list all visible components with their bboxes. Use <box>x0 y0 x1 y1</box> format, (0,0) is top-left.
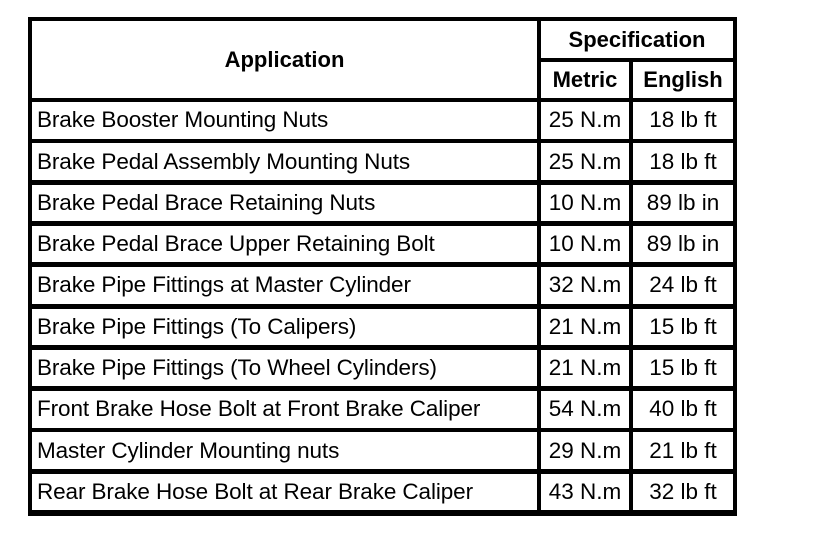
row-application: Rear Brake Hose Bolt at Rear Brake Caliper <box>32 474 537 511</box>
row-metric: 29 N.m <box>541 432 629 469</box>
row-application: Brake Pedal Brace Upper Retaining Bolt <box>32 226 537 263</box>
header-english: English <box>633 62 733 98</box>
row-metric: 21 N.m <box>541 309 629 346</box>
row-application: Brake Pipe Fittings at Master Cylinder <box>32 267 537 304</box>
row-english: 15 lb ft <box>633 309 733 346</box>
row-english: 89 lb in <box>633 185 733 222</box>
header-metric: Metric <box>541 62 629 98</box>
row-application: Brake Pedal Brace Retaining Nuts <box>32 185 537 222</box>
row-metric: 10 N.m <box>541 185 629 222</box>
row-application: Brake Pipe Fittings (To Calipers) <box>32 309 537 346</box>
row-english: 32 lb ft <box>633 474 733 511</box>
row-application: Brake Pipe Fittings (To Wheel Cylinders) <box>32 350 537 387</box>
row-metric: 43 N.m <box>541 474 629 511</box>
row-application: Brake Pedal Assembly Mounting Nuts <box>32 143 537 180</box>
row-application: Brake Booster Mounting Nuts <box>32 102 537 139</box>
row-metric: 25 N.m <box>541 143 629 180</box>
header-specification: Specification <box>541 21 733 58</box>
header-application: Application <box>32 21 537 98</box>
row-application: Master Cylinder Mounting nuts <box>32 432 537 469</box>
row-english: 40 lb ft <box>633 391 733 428</box>
row-english: 89 lb in <box>633 226 733 263</box>
row-english: 24 lb ft <box>633 267 733 304</box>
row-application: Front Brake Hose Bolt at Front Brake Caliper <box>32 391 537 428</box>
torque-spec-table <box>28 17 737 516</box>
row-english: 18 lb ft <box>633 143 733 180</box>
row-english: 18 lb ft <box>633 102 733 139</box>
row-metric: 54 N.m <box>541 391 629 428</box>
row-metric: 21 N.m <box>541 350 629 387</box>
row-metric: 10 N.m <box>541 226 629 263</box>
row-english: 21 lb ft <box>633 432 733 469</box>
row-metric: 25 N.m <box>541 102 629 139</box>
row-english: 15 lb ft <box>633 350 733 387</box>
row-metric: 32 N.m <box>541 267 629 304</box>
